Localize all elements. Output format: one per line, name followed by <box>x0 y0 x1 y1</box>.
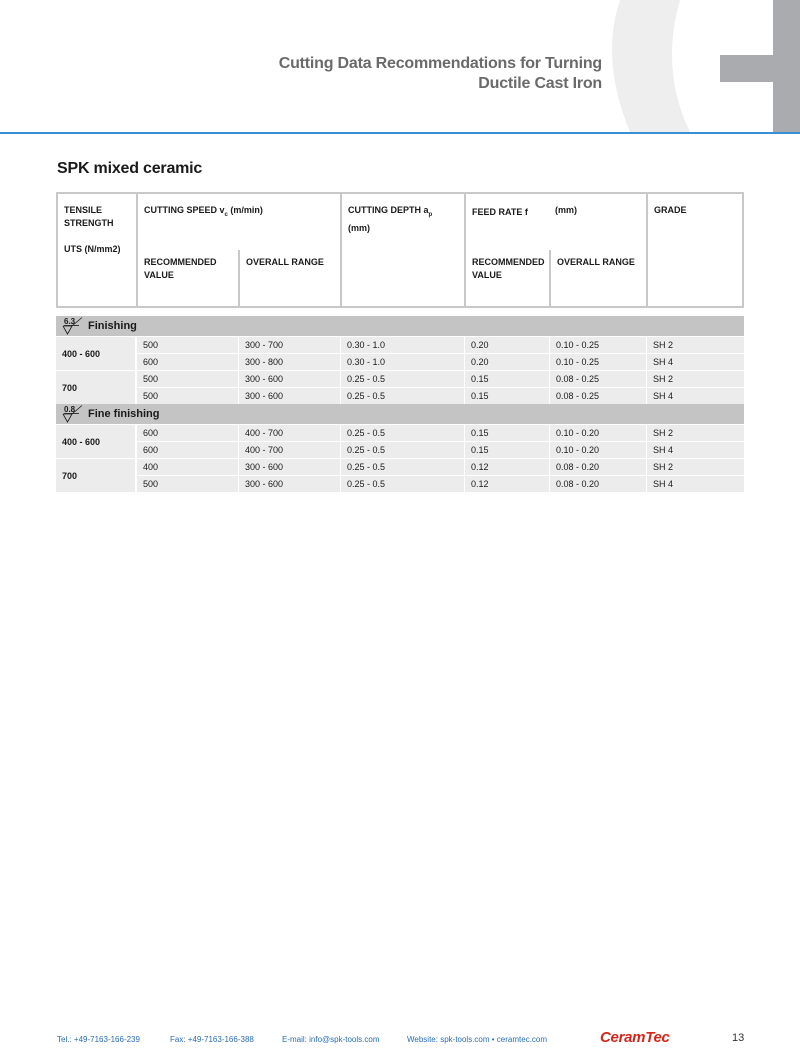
surface-finish-icon <box>62 317 84 335</box>
depth-cell: 0.30 - 1.0 <box>340 353 464 370</box>
page-header-title <box>279 54 602 94</box>
feed-range-cell: 0.08 - 0.20 <box>549 458 646 475</box>
header-title-line2: Ductile Cast Iron <box>478 75 602 92</box>
speed-range-cell: 300 - 700 <box>238 336 340 353</box>
section-label: Finishing <box>88 319 137 332</box>
feed-range-cell: 0.08 - 0.20 <box>549 475 646 492</box>
header-title-line1: Cutting Data Recommendations for Turning <box>278 55 602 72</box>
table-row <box>56 353 744 370</box>
header-cutting-speed-label: CUTTING SPEED v <box>144 205 225 215</box>
feed-range-cell: 0.08 - 0.25 <box>549 387 646 404</box>
grade-cell: SH 2 <box>646 370 744 387</box>
speed-range-cell: 300 - 600 <box>238 458 340 475</box>
speed-range-cell: 300 - 600 <box>238 370 340 387</box>
header-speed-recommended: RECOMMENDED VALUE <box>136 250 238 308</box>
feed-recommended-cell: 0.12 <box>464 458 549 475</box>
uts-cell: 700 <box>56 370 136 404</box>
section-row <box>56 404 744 424</box>
section-title: SPK mixed ceramic <box>57 160 203 177</box>
feed-range-cell: 0.10 - 0.20 <box>549 424 646 441</box>
table-row <box>56 336 744 353</box>
table-row <box>56 424 744 441</box>
uts-cell: 400 - 600 <box>56 336 136 370</box>
table-gap <box>56 308 744 316</box>
cutting-data-table <box>56 192 744 492</box>
surface-finish-value: 0.8 <box>64 405 76 414</box>
surface-finish-icon <box>62 405 84 423</box>
depth-cell: 0.30 - 1.0 <box>340 336 464 353</box>
speed-range-cell: 300 - 800 <box>238 353 340 370</box>
table-row <box>56 475 744 492</box>
speed-range-cell: 300 - 600 <box>238 387 340 404</box>
page-number: 13 <box>732 1032 745 1044</box>
surface-finish-value: 6.3 <box>64 317 76 326</box>
speed-recommended-cell: 500 <box>136 336 238 353</box>
header-uts-label: UTS (N/mm2) <box>64 244 121 254</box>
header-cutting-speed-unit: (m/min) <box>227 205 263 215</box>
depth-cell: 0.25 - 0.5 <box>340 441 464 458</box>
feed-range-cell: 0.10 - 0.25 <box>549 353 646 370</box>
feed-recommended-cell: 0.15 <box>464 424 549 441</box>
grade-cell: SH 4 <box>646 387 744 404</box>
depth-cell: 0.25 - 0.5 <box>340 424 464 441</box>
speed-recommended-cell: 500 <box>136 370 238 387</box>
uts-cell: 700 <box>56 458 136 492</box>
header-divider <box>0 132 800 134</box>
feed-recommended-cell: 0.12 <box>464 475 549 492</box>
depth-cell: 0.25 - 0.5 <box>340 475 464 492</box>
footer-tel: Tel.: +49-7163-166-239 <box>57 1035 140 1044</box>
feed-range-cell: 0.08 - 0.25 <box>549 370 646 387</box>
header-cutting-depth-sub: p <box>428 211 433 218</box>
section-label: Fine finishing <box>88 407 160 420</box>
feed-recommended-cell: 0.15 <box>464 441 549 458</box>
speed-recommended-cell: 500 <box>136 387 238 404</box>
speed-recommended-cell: 600 <box>136 424 238 441</box>
table-row <box>56 370 744 387</box>
header-tensile-label: TENSILE STRENGTH <box>64 205 114 228</box>
header-feed-overall: OVERALL RANGE <box>549 250 646 308</box>
depth-cell: 0.25 - 0.5 <box>340 458 464 475</box>
header-cutting-speed <box>136 192 340 250</box>
speed-recommended-cell: 500 <box>136 475 238 492</box>
footer-fax: Fax: +49-7163-166-388 <box>170 1035 254 1044</box>
section-label-cell <box>56 316 744 336</box>
depth-cell: 0.25 - 0.5 <box>340 370 464 387</box>
header-grade: GRADE <box>646 192 744 308</box>
table-row <box>56 441 744 458</box>
header-tensile <box>56 192 136 308</box>
header-feed-rate: FEED RATE f <box>464 192 549 250</box>
table-row <box>56 458 744 475</box>
footer-email[interactable]: E-mail: info@spk-tools.com <box>282 1035 380 1044</box>
section-label-cell <box>56 404 744 424</box>
footer-website[interactable]: Website: spk-tools.com • ceramtec.com <box>407 1035 548 1044</box>
ceramtec-logo: CeramTec <box>600 1029 670 1046</box>
depth-cell: 0.25 - 0.5 <box>340 387 464 404</box>
feed-recommended-cell: 0.20 <box>464 336 549 353</box>
feed-recommended-cell: 0.20 <box>464 353 549 370</box>
speed-recommended-cell: 600 <box>136 353 238 370</box>
speed-recommended-cell: 600 <box>136 441 238 458</box>
section-row <box>56 316 744 336</box>
feed-recommended-cell: 0.15 <box>464 370 549 387</box>
speed-range-cell: 400 - 700 <box>238 424 340 441</box>
header-cutting-depth <box>340 192 464 308</box>
grade-cell: SH 2 <box>646 424 744 441</box>
header-speed-overall: OVERALL RANGE <box>238 250 340 308</box>
header-feed-recommended: RECOMMENDED VALUE <box>464 250 549 308</box>
grade-cell: SH 4 <box>646 353 744 370</box>
header-cutting-depth-unit: (mm) <box>348 222 371 233</box>
uts-cell: 400 - 600 <box>56 424 136 458</box>
grade-cell: SH 2 <box>646 336 744 353</box>
grade-cell: SH 2 <box>646 458 744 475</box>
header-feed-unit: (mm) <box>549 192 646 250</box>
grade-cell: SH 4 <box>646 475 744 492</box>
speed-range-cell: 400 - 700 <box>238 441 340 458</box>
feed-range-cell: 0.10 - 0.25 <box>549 336 646 353</box>
speed-recommended-cell: 400 <box>136 458 238 475</box>
feed-recommended-cell: 0.15 <box>464 387 549 404</box>
table-row <box>56 387 744 404</box>
grade-cell: SH 4 <box>646 441 744 458</box>
header-cutting-depth-label: CUTTING DEPTH a <box>348 205 429 215</box>
header-cutting-speed-sub: c <box>224 211 228 218</box>
speed-range-cell: 300 - 600 <box>238 475 340 492</box>
feed-range-cell: 0.10 - 0.20 <box>549 441 646 458</box>
